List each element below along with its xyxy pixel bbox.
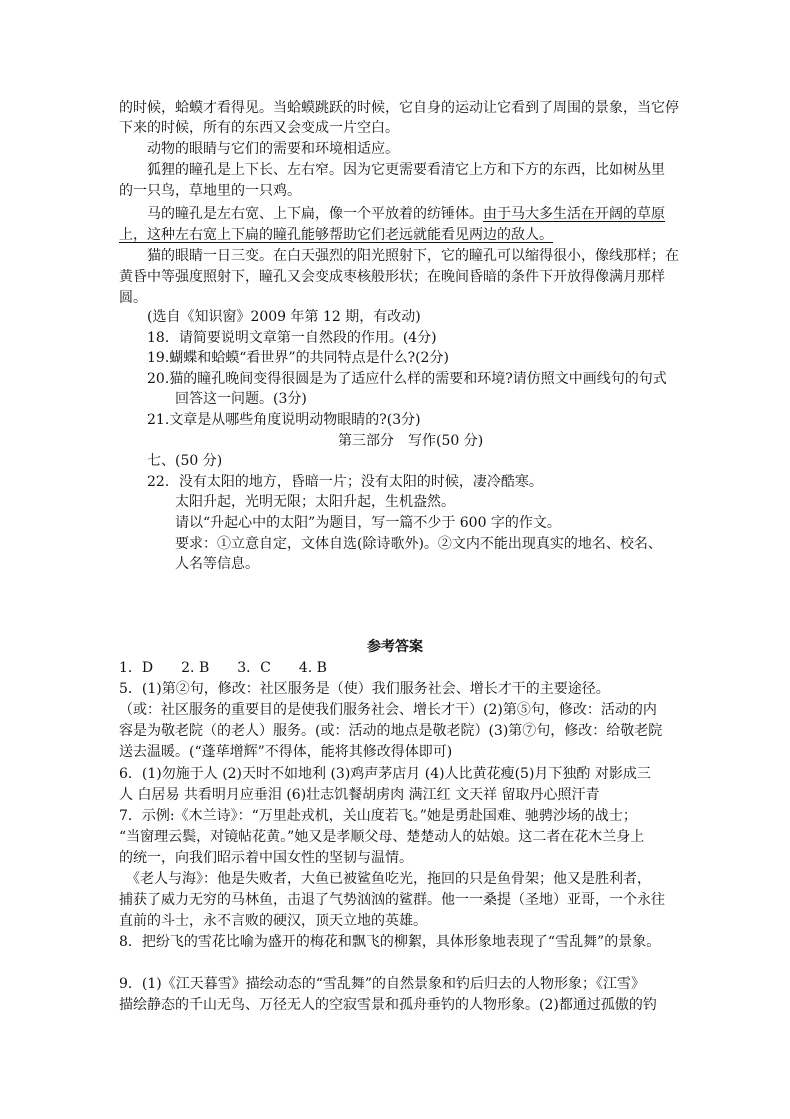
answer-line: 6．(1)勿施于人 (2)天时不如地利 (3)鸡声茅店月 (4)人比黄花瘦(5)月下独酌 对影成三 [119, 766, 651, 782]
answer-line: 容是为敬老院（的老人）服务。(或：活动的地点是敬老院）(3)第⑦句，修改：给敬老院 [119, 723, 663, 739]
paragraph-line: 动物的眼睛与它们的需要和环境相适应。 [147, 141, 399, 157]
section-title: 第三部分 写作(50 分) [338, 433, 484, 449]
answer-line: 7．示例:《木兰诗》：“万里赴戎机，关山度若飞。”她是勇赴国难、驰骋沙场的战士； [119, 808, 637, 824]
question-18: 18．请简要说明文章第一自然段的作用。(4分) [147, 330, 437, 346]
paragraph-line: 的时候，蛤蟆才看得见。当蛤蟆跳跃的时候，它自身的运动让它看到了周围的景象，当它停 [119, 100, 679, 116]
answer-line: 9．(1)《江天暮雪》描绘动态的“雪乱舞”的自然景象和钓后归去的人物形象；《江雪》 [119, 976, 646, 992]
answer-line: 描绘静态的千山无鸟、万径无人的空寂雪景和孤舟垂钓的人物形象。(2)都通过孤傲的钓 [119, 997, 657, 1013]
paragraph-line: 猫的眼睛一日三变。在白天强烈的阳光照射下，它的瞳孔可以缩得很小，像线那样；在 [147, 248, 679, 264]
answer-line: 人 白居易 共看明月应垂泪 (6)壮志饥餐胡虏肉 满江红 文天祥 留取丹心照汗青 [119, 787, 600, 803]
question-20-cont: 回答这一问题。(3分) [175, 391, 307, 407]
question-22-line: 要求：①立意自定，文体自选(除诗歌外)。②文内不能出现真实的地名、校名、 [175, 536, 662, 552]
paragraph-line: 圆。 [119, 290, 147, 306]
paragraph-text: 马的瞳孔是左右宽、上下扁，像一个平放着的纺锤体。 [147, 206, 483, 222]
answer-line: 直前的斗士，永不言败的硬汉，顶天立地的英雄。 [119, 913, 427, 929]
question-22-line: 人名等信息。 [175, 556, 259, 572]
answer-line: 1．D 2. B 3．C 4. B [119, 660, 327, 676]
underlined-sentence: 上，这种左右宽上下扁的瞳孔能够帮助它们老远就能看见两边的敌人。 [119, 227, 553, 243]
underlined-sentence: 由于马大多生活在开阔的草原 [483, 206, 665, 222]
answer-line: （或：社区服务的重要目的是使我们服务社会、增长才干）(2)第⑤句，修改：活动的内 [119, 702, 657, 718]
paragraph-line [147, 204, 665, 224]
answer-line: “当窗理云鬓，对镜帖花黄。”她又是孝顺父母、楚楚动人的姑娘。这二者在花木兰身上 [119, 829, 645, 845]
answer-line: 5．(1)第②句，修改：社区服务是（使）我们服务社会、增长才干的主要途径。 [119, 681, 610, 697]
answer-line: 《老人与海》：他是失败者，大鱼已被鲨鱼吃光，拖回的只是鱼骨架；他又是胜利者， [126, 871, 651, 887]
question-21: 21.文章是从哪些角度说明动物眼睛的?(3分) [147, 412, 421, 428]
source-note: (选自《知识窗》2009 年第 12 期，有改动) [147, 309, 421, 325]
question-20: 20.猫的瞳孔晚间变得很圆是为了适应什么样的需要和环境?请仿照文中画线句的句式 [147, 371, 667, 387]
paragraph-line: 下来的时候，所有的东西又会变成一片空白。 [119, 120, 399, 136]
answer-line: 的统一，向我们昭示着中国女性的坚韧与温情。 [119, 850, 413, 866]
paragraph-line: 狐狸的瞳孔是上下长、左右窄。因为它更需要看清它上方和下方的东西，比如树丛里 [147, 162, 665, 178]
answers-title: 参考答案 [367, 639, 423, 655]
section-seven: 七、(50 分) [147, 453, 223, 469]
answer-line: 捕获了威力无穷的马林鱼，击退了气势汹汹的鲨群。他一一桑提（圣地）亚哥，一个永往 [119, 892, 665, 908]
question-22-line: 请以“升起心中的太阳”为题目，写一篇不少于 600 字的作文。 [175, 515, 561, 531]
answer-line: 送去温暖。(“蓬荜增辉”不得体，能将其修改得体即可) [119, 744, 453, 760]
answer-line: 8．把纷飞的雪花比喻为盛开的梅花和飘飞的柳絮，具体形象地表现了“雪乱舞”的景象。 [119, 934, 661, 950]
question-22: 22．没有太阳的地方，昏暗一片；没有太阳的时候，凄冷酷寒。 [147, 474, 543, 490]
paragraph-line: 的一只鸟，草地里的一只鸡。 [119, 183, 301, 199]
question-19: 19.蝴蝶和蛤蟆“看世界”的共同特点是什么?(2分) [147, 350, 449, 366]
question-22-line: 太阳升起，光明无限；太阳升起，生机盎然。 [175, 494, 455, 510]
paragraph-line: 黄昏中等强度照射下，瞳孔又会变成枣核般形状；在晚间昏暗的条件下开放得像满月那样 [119, 269, 665, 285]
